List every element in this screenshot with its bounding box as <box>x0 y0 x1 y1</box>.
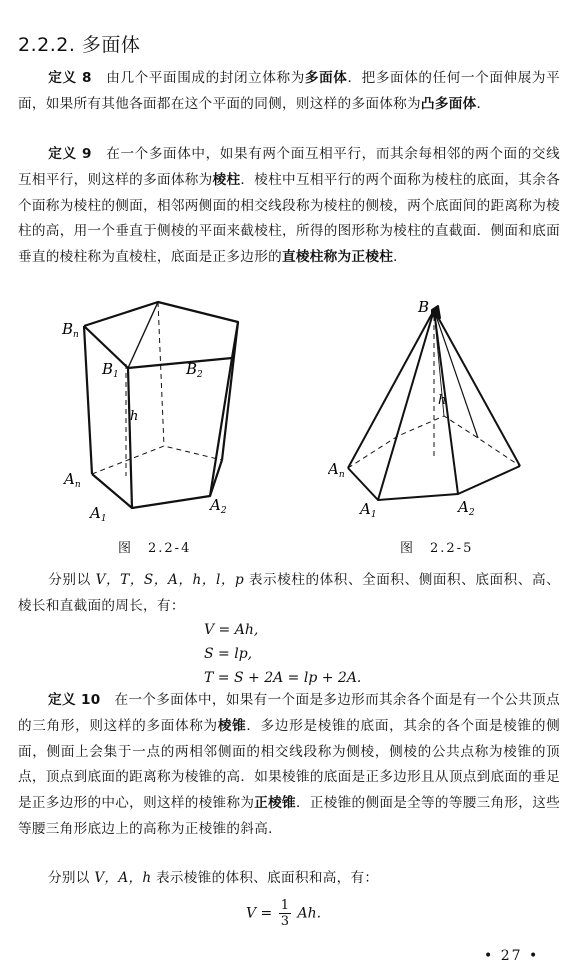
page-number: • 27 • <box>484 948 540 964</box>
formula-total-area: T = S + 2A = lp + 2A. <box>204 670 362 686</box>
fraction-numerator: 1 <box>280 898 290 913</box>
def8-text-2: ．把多面体的任何一个面伸展为平面，如果所有其他各面都在这个平面的同侧，则这样的多面体称为 <box>18 70 560 112</box>
prism-vars-text-1: 分别以 <box>48 572 91 588</box>
label-An-pyramid: $A_n$ <box>328 460 345 480</box>
def9-term-prism: 棱柱 <box>212 171 241 188</box>
def9-term-regular-prism: 直棱柱称为正棱柱 <box>281 249 394 266</box>
def9-text-1: 在一个多面体中，如果有两个面互相平行，而其余每相邻的两个面的交线互相平行，则这样的多面体称为 <box>18 146 560 188</box>
prism-top-diagonal <box>128 302 158 368</box>
pyramid-vars-symbols: V，A，h <box>94 870 152 886</box>
fraction-one-third <box>279 898 291 929</box>
def8-term-convex: 凸多面体 <box>420 95 477 112</box>
label-B-apex: B <box>418 298 430 316</box>
pyramid-variables <box>18 866 560 892</box>
pyramid-vars-text-2: 表示棱锥的体积、底面积和高，有： <box>156 870 379 886</box>
def8-text-3: ． <box>476 95 491 112</box>
prism-top-face <box>84 302 238 368</box>
pyramid-edge-3 <box>434 310 520 466</box>
caption-fig-2-2-5: 图 2.2-5 <box>400 541 474 556</box>
prism-figure <box>60 296 260 528</box>
def8-text-1: 由几个平面围成的封闭立体称为 <box>106 70 305 86</box>
section-title: 2.2.2. 多面体 <box>18 34 141 56</box>
label-B2: $B_2$ <box>186 360 203 380</box>
pyramid-vars-text-1: 分别以 <box>48 870 90 886</box>
def10-label: 定义 10 <box>48 692 101 708</box>
label-B1: $B_1$ <box>102 360 119 380</box>
pyramid-figure <box>328 296 528 528</box>
label-A2-pyramid: $A_2$ <box>458 498 475 518</box>
prism-edge-n <box>84 326 92 474</box>
formula-lateral-area: S = lp, <box>204 646 253 662</box>
prism-edge-3 <box>222 322 238 460</box>
label-Bn: $B_n$ <box>62 320 79 340</box>
definition-8 <box>18 66 560 118</box>
def8-label: 定义 8 <box>48 70 92 86</box>
prism-edge-1 <box>128 368 132 508</box>
label-A2: $A_2$ <box>210 496 227 516</box>
def8-term-polyhedron: 多面体 <box>304 70 348 86</box>
def10-text-2: ．多边形是棱锥的底面，其余的各个面是棱锥的侧面，侧面上会集于一点的两相邻侧面的相交线段称为侧棱，侧棱的公共点称为棱锥的顶点，顶点到底面的距离称为棱锥的高．如果棱锥的底面是正多边形且从顶点到底面的垂足是正多边形的中心，则这样的棱锥称为 <box>18 717 560 812</box>
prism-variables <box>18 568 560 620</box>
prism-edge-2 <box>210 358 232 496</box>
def10-text-1: 在一个多面体中，如果有一个面是多边形而其余各个面是有一个公共顶点的三角形，则这样的多面体称为 <box>18 692 560 734</box>
formula-pyramid-lhs: V = <box>246 905 273 922</box>
formula-volume-prism: V = Ah, <box>204 622 259 638</box>
def10-text-3: ．正棱锥的侧面是全等的等腰三角形，这些等腰三角形底边上的高称为正棱锥的斜高． <box>18 795 560 837</box>
label-An: $A_n$ <box>64 470 81 490</box>
label-A1: $A_1$ <box>90 504 107 524</box>
formula-volume-pyramid <box>246 898 321 929</box>
def9-text-3: ． <box>393 249 408 266</box>
definition-10 <box>18 688 560 843</box>
def10-term-regular-pyramid: 正棱锥 <box>254 795 296 812</box>
pyramid-edge-4 <box>434 310 478 438</box>
pyramid-edge-1 <box>378 310 434 500</box>
def9-label: 定义 9 <box>48 146 92 162</box>
prism-vars-symbols: V，T，S，A，h，l，p <box>95 572 244 588</box>
prism-vars-text-2: 表示棱柱的体积、全面积、侧面积、底面积、高、棱长和直截面的周长，有： <box>18 572 560 614</box>
pyramid-edge-n <box>348 310 434 468</box>
label-h-pyramid: h <box>438 393 447 408</box>
definition-9 <box>18 142 560 271</box>
prism-bottom-front <box>92 460 222 508</box>
label-h-prism: h <box>130 409 139 424</box>
label-A1-pyramid: $A_1$ <box>360 500 377 520</box>
def10-term-pyramid: 棱锥 <box>217 717 247 734</box>
def9-text-2: ．棱柱中互相平行的两个面称为棱柱的底面，其余各个面称为棱柱的侧面，相邻两侧面的相交线段称为棱柱的侧棱，两个底面间的距离称为棱柱的高，用一个垂直于侧棱的平面来截棱柱，所得的图形称为棱柱的直截面．侧面和底面垂直的棱柱称为直棱柱，底面是正多边形的 <box>18 171 560 266</box>
fraction-denominator: 3 <box>280 914 290 929</box>
pyramid-base-front <box>348 466 520 500</box>
prism-hidden-edge <box>158 302 164 446</box>
formula-pyramid-rhs: Ah. <box>297 905 322 922</box>
prism-bottom-hidden <box>92 446 222 474</box>
caption-fig-2-2-4: 图 2.2-4 <box>118 541 192 556</box>
